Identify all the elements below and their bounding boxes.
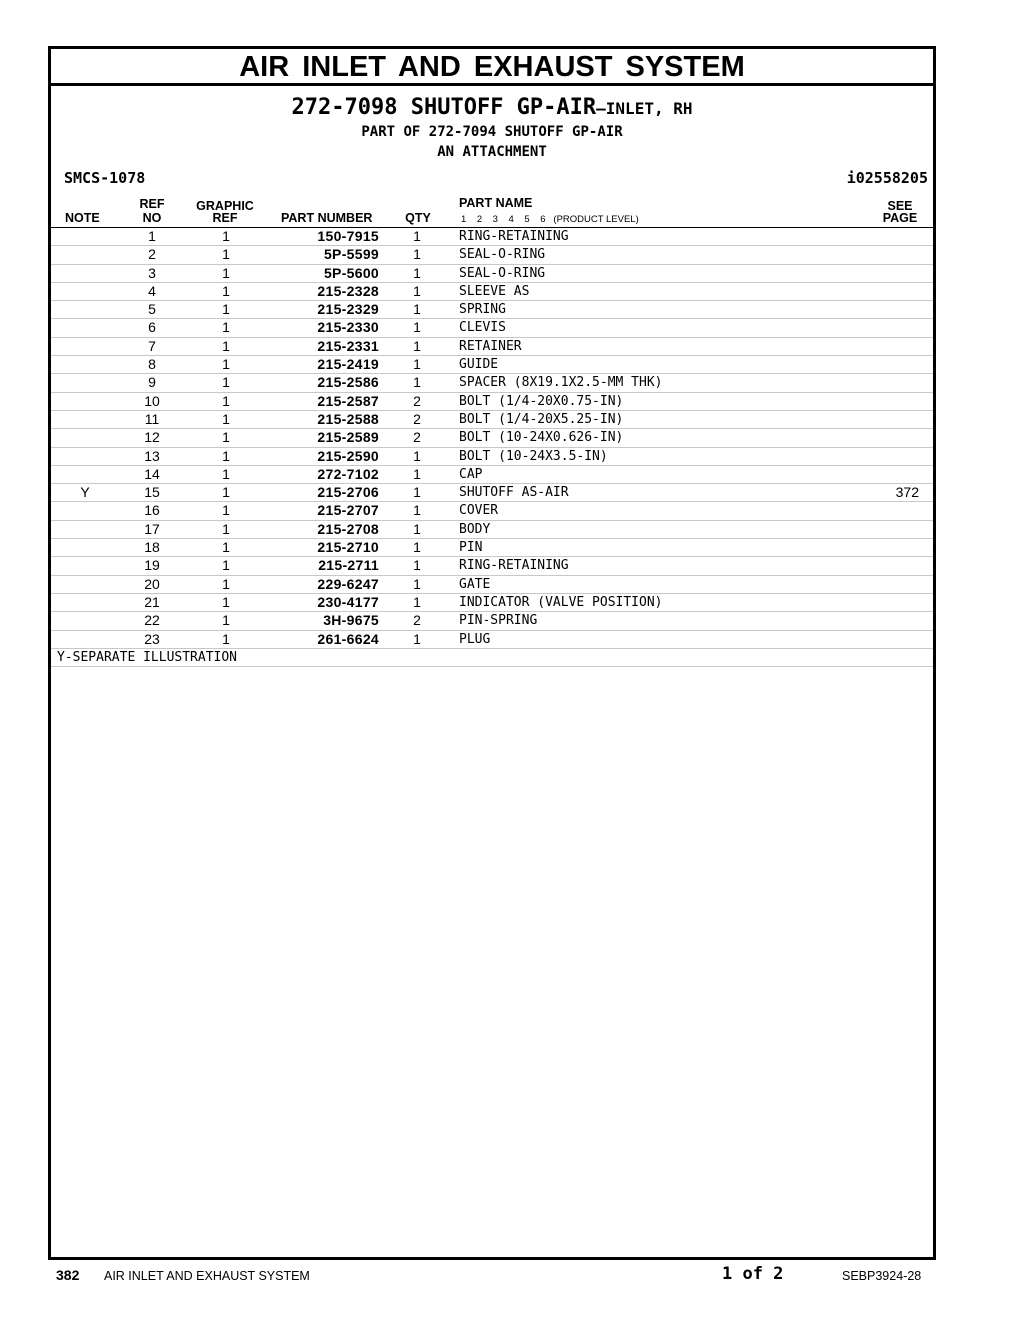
table-row xyxy=(51,228,933,246)
ref-no-cell: 10 xyxy=(144,392,160,409)
ref-no-cell: 13 xyxy=(144,447,160,464)
graphic-ref-cell: 1 xyxy=(222,410,230,427)
part-number-cell: 5P-5599 xyxy=(323,246,379,263)
part-number-cell: 3H-9675 xyxy=(323,612,379,629)
graphic-ref-cell: 1 xyxy=(222,429,230,446)
see-page-cell: 372 xyxy=(895,484,919,501)
table-row xyxy=(51,594,933,612)
qty-cell: 1 xyxy=(413,465,421,482)
section-title: AIR INLET AND EXHAUST SYSTEM xyxy=(51,49,933,86)
group-number: 272-7098 xyxy=(291,95,398,120)
header-graphic-bottom: REF xyxy=(212,211,238,225)
ref-no-cell: 8 xyxy=(148,356,156,373)
part-name-cell: BOLT (10-24X3.5-IN) xyxy=(459,448,608,464)
part-number-cell: 215-2328 xyxy=(317,282,379,299)
graphic-ref-cell: 1 xyxy=(222,356,230,373)
qty-cell: 1 xyxy=(413,282,421,299)
part-name-cell: SPRING xyxy=(459,302,506,318)
ref-no-cell: 20 xyxy=(144,575,160,592)
part-number-cell: 215-2586 xyxy=(317,374,379,391)
qty-cell: 1 xyxy=(413,301,421,318)
header-see-top: SEE xyxy=(887,199,913,213)
ref-no-cell: 7 xyxy=(148,337,156,354)
part-number-cell: 215-2329 xyxy=(317,301,379,318)
part-number-cell: 215-2711 xyxy=(318,557,379,574)
table-row xyxy=(51,283,933,301)
group-suffix: —INLET, RH xyxy=(596,99,693,118)
page-frame xyxy=(48,46,936,1260)
ref-no-cell: 21 xyxy=(144,593,160,610)
ref-no-cell: 9 xyxy=(148,374,156,391)
graphic-ref-cell: 1 xyxy=(222,539,230,556)
illustration-id: i02558205 xyxy=(846,169,928,187)
part-name-cell: CLEVIS xyxy=(459,320,506,336)
qty-cell: 2 xyxy=(413,410,421,427)
part-name-cell: SHUTOFF AS-AIR xyxy=(459,485,569,501)
header-part-number: PART NUMBER xyxy=(281,211,373,225)
ref-no-cell: 6 xyxy=(148,319,156,336)
qty-cell: 1 xyxy=(413,484,421,501)
part-name-cell: BOLT (10-24X0.626-IN) xyxy=(459,430,624,446)
note-cell: Y xyxy=(80,484,90,501)
qty-cell: 2 xyxy=(413,612,421,629)
table-row xyxy=(51,301,933,319)
footer-page-number: 382 xyxy=(56,1267,80,1283)
graphic-ref-cell: 1 xyxy=(222,630,230,647)
part-name-cell: PIN xyxy=(459,540,483,556)
title-block xyxy=(51,95,933,162)
table-row xyxy=(51,576,933,594)
part-name-cell: INDICATOR (VALVE POSITION) xyxy=(459,594,663,610)
qty-cell: 1 xyxy=(413,374,421,391)
table-row xyxy=(51,338,933,356)
graphic-ref-cell: 1 xyxy=(222,319,230,336)
qty-cell: 1 xyxy=(413,319,421,336)
part-number-cell: 215-2707 xyxy=(317,502,379,519)
qty-cell: 1 xyxy=(413,356,421,373)
part-name-cell: COVER xyxy=(459,503,499,519)
header-part-name: PART NAME xyxy=(459,196,533,210)
table-row xyxy=(51,448,933,466)
ref-no-cell: 5 xyxy=(148,301,156,318)
header-note: NOTE xyxy=(65,211,100,225)
ref-no-cell: 23 xyxy=(144,630,160,647)
part-number-cell: 272-7102 xyxy=(317,465,379,482)
qty-cell: 2 xyxy=(413,392,421,409)
graphic-ref-cell: 1 xyxy=(222,246,230,263)
part-name-cell: SEAL-O-RING xyxy=(459,265,546,281)
group-name: SHUTOFF GP-AIR xyxy=(410,95,597,120)
table-row xyxy=(51,393,933,411)
column-headers xyxy=(51,195,933,228)
graphic-ref-cell: 1 xyxy=(222,264,230,281)
part-of-line: PART OF 272-7094 SHUTOFF GP-AIR xyxy=(361,124,623,140)
header-ref-top: REF xyxy=(139,197,165,211)
part-number-cell: 215-2590 xyxy=(317,447,379,464)
part-number-cell: 215-2589 xyxy=(317,429,379,446)
ref-no-cell: 14 xyxy=(144,465,160,482)
smcs-code: SMCS-1078 xyxy=(64,169,146,187)
table-row xyxy=(51,557,933,575)
header-qty: QTY xyxy=(405,211,431,225)
qty-cell: 1 xyxy=(413,520,421,537)
qty-cell: 1 xyxy=(413,447,421,464)
qty-cell: 1 xyxy=(413,557,421,574)
qty-cell: 1 xyxy=(413,575,421,592)
graphic-ref-cell: 1 xyxy=(222,484,230,501)
part-number-cell: 215-2710 xyxy=(317,539,379,556)
part-name-cell: RETAINER xyxy=(459,338,522,354)
part-number-cell: 150-7915 xyxy=(317,228,379,244)
graphic-ref-cell: 1 xyxy=(222,374,230,391)
table-row xyxy=(51,265,933,283)
part-name-cell: CAP xyxy=(459,466,483,482)
part-number-cell: 215-2706 xyxy=(317,484,379,501)
attachment-line: AN ATTACHMENT xyxy=(437,144,547,160)
part-name-cell: SLEEVE AS xyxy=(459,283,530,299)
qty-cell: 1 xyxy=(413,337,421,354)
table-row xyxy=(51,539,933,557)
parts-table xyxy=(51,228,933,667)
graphic-ref-cell: 1 xyxy=(222,392,230,409)
qty-cell: 1 xyxy=(413,228,421,244)
footnote-row xyxy=(51,649,933,667)
graphic-ref-cell: 1 xyxy=(222,520,230,537)
part-name-cell: PLUG xyxy=(459,631,491,647)
ref-no-cell: 16 xyxy=(144,502,160,519)
part-name-cell: RING-RETAINING xyxy=(459,229,569,244)
graphic-ref-cell: 1 xyxy=(222,575,230,592)
graphic-ref-cell: 1 xyxy=(222,557,230,574)
table-row xyxy=(51,429,933,447)
ref-no-cell: 18 xyxy=(144,539,160,556)
part-number-cell: 215-2587 xyxy=(317,392,379,409)
group-title xyxy=(51,95,933,122)
part-name-cell: SPACER (8X19.1X2.5-MM THK) xyxy=(459,375,663,391)
part-number-cell: 215-2588 xyxy=(317,410,379,427)
qty-cell: 1 xyxy=(413,246,421,263)
ref-no-cell: 2 xyxy=(148,246,156,263)
part-number-cell: 230-4177 xyxy=(317,593,379,610)
part-name-cell: SEAL-O-RING xyxy=(459,247,546,263)
part-number-cell: 229-6247 xyxy=(317,575,379,592)
part-number-cell: 215-2419 xyxy=(317,356,379,373)
ref-no-cell: 1 xyxy=(148,228,156,244)
qty-cell: 1 xyxy=(413,630,421,647)
graphic-ref-cell: 1 xyxy=(222,447,230,464)
ref-no-cell: 12 xyxy=(144,429,160,446)
part-number-cell: 261-6624 xyxy=(317,630,379,647)
part-name-cell: BOLT (1/4-20X5.25-IN) xyxy=(459,411,624,427)
header-ref-bottom: NO xyxy=(142,211,162,225)
footer-sheet: 1 of 2 xyxy=(722,1264,784,1284)
ref-no-cell: 11 xyxy=(144,410,160,427)
part-name-cell: GATE xyxy=(459,576,491,592)
qty-cell: 1 xyxy=(413,264,421,281)
graphic-ref-cell: 1 xyxy=(222,228,230,244)
part-name-cell: GUIDE xyxy=(459,357,499,373)
graphic-ref-cell: 1 xyxy=(222,337,230,354)
header-product-level: 1 2 3 4 5 6 (PRODUCT LEVEL) xyxy=(461,214,639,225)
qty-cell: 1 xyxy=(413,502,421,519)
graphic-ref-cell: 1 xyxy=(222,301,230,318)
table-row xyxy=(51,466,933,484)
footnote: Y-SEPARATE ILLUSTRATION xyxy=(57,649,238,665)
part-number-cell: 215-2330 xyxy=(317,319,379,336)
table-row xyxy=(51,374,933,392)
ref-no-cell: 17 xyxy=(144,520,160,537)
part-number-cell: 5P-5600 xyxy=(323,264,379,281)
table-row xyxy=(51,502,933,520)
footer-section: AIR INLET AND EXHAUST SYSTEM xyxy=(104,1269,310,1283)
table-row xyxy=(51,411,933,429)
ref-no-cell: 3 xyxy=(148,264,156,281)
table-row xyxy=(51,612,933,630)
table-row xyxy=(51,356,933,374)
ref-no-cell: 22 xyxy=(144,612,160,629)
graphic-ref-cell: 1 xyxy=(222,282,230,299)
table-row xyxy=(51,246,933,264)
graphic-ref-cell: 1 xyxy=(222,502,230,519)
table-row xyxy=(51,521,933,539)
part-number-cell: 215-2708 xyxy=(317,520,379,537)
ref-no-cell: 4 xyxy=(148,282,156,299)
table-row xyxy=(51,319,933,337)
part-number-cell: 215-2331 xyxy=(317,337,379,354)
ref-no-cell: 19 xyxy=(144,557,160,574)
part-name-cell: PIN-SPRING xyxy=(459,613,538,629)
ref-no-cell: 15 xyxy=(144,484,160,501)
table-row xyxy=(51,631,933,649)
part-name-cell: BODY xyxy=(459,521,491,537)
qty-cell: 1 xyxy=(413,539,421,556)
graphic-ref-cell: 1 xyxy=(222,465,230,482)
graphic-ref-cell: 1 xyxy=(222,612,230,629)
header-graphic-top: GRAPHIC xyxy=(196,199,254,213)
part-name-cell: BOLT (1/4-20X0.75-IN) xyxy=(459,393,624,409)
part-name-cell: RING-RETAINING xyxy=(459,558,569,574)
table-row xyxy=(51,484,933,502)
qty-cell: 1 xyxy=(413,593,421,610)
graphic-ref-cell: 1 xyxy=(222,593,230,610)
header-see-bottom: PAGE xyxy=(882,211,918,225)
qty-cell: 2 xyxy=(413,429,421,446)
footer-document: SEBP3924-28 xyxy=(842,1269,922,1283)
